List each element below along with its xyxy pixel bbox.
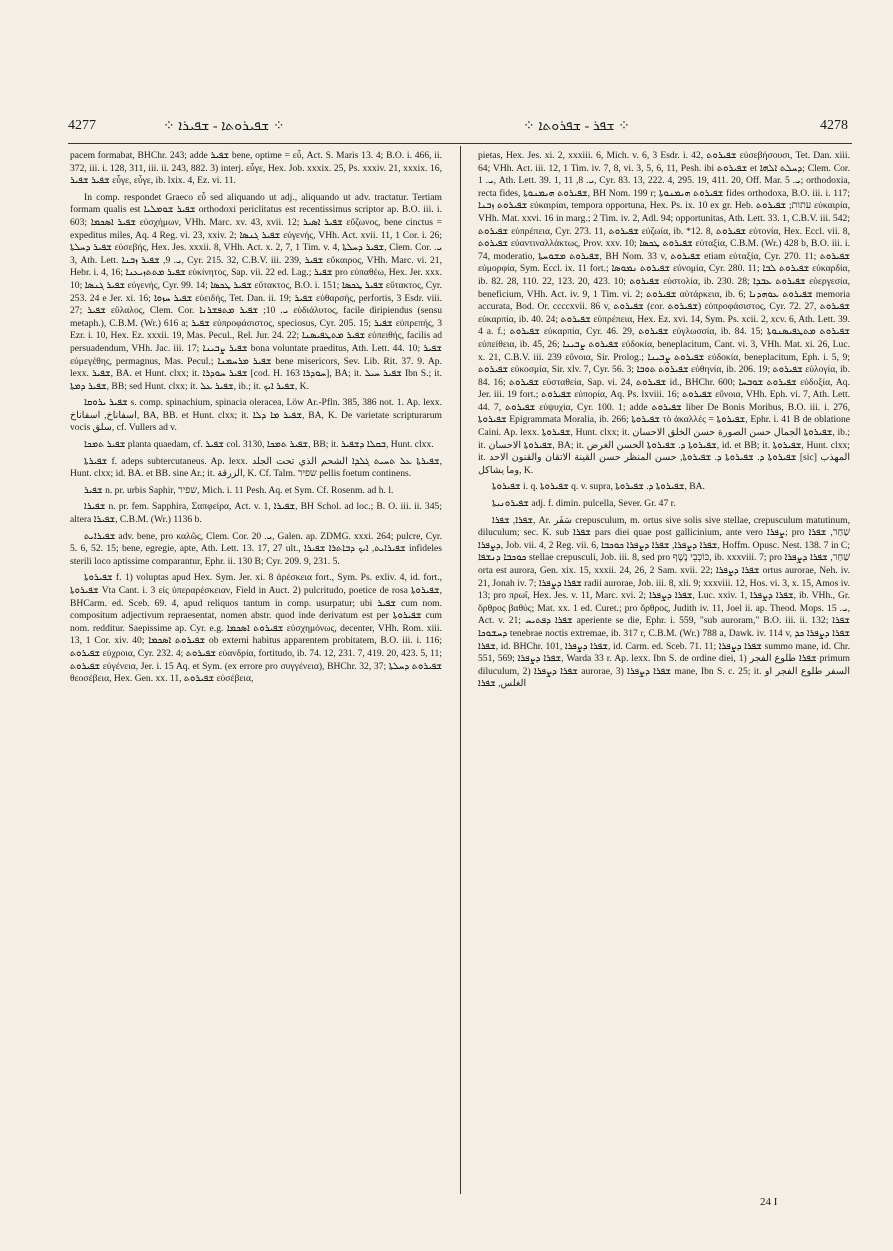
signature-mark: 24 I (760, 1196, 778, 1208)
running-head (68, 118, 848, 140)
dictionary-entry: pacem formabat, BHChr. 243; adde ܫܦܝܪ bene, optime = εὖ, Act. S. Maris 13. 4; B.O. i. 466, ii. 372, iii. i. 128, 311, iii. ii. 243, 882. 3) interj. εὖγε, Hex. Job. xxxix. 25, Ps. xxxiv. 21, xxxix. 16, ܫܦܝܪ ܫܦܝܪ εὖγε, εὖγε, ib. lxix. 4, Ez. vi. 11. (70, 150, 442, 187)
dictionary-entry: ܫܦܝܪ n. pr. urbis Saphir, שפיר, Mich. i. 11 Pesh. Aq. et Sym. Cf. Rosenm. ad h. l. (84, 484, 394, 496)
dictionary-entry: ܫܦܝܪܘܢܝܬܐ adj. f. dimin. pulcella, Sever. Gr. 47 r. (492, 498, 676, 510)
running-title-right: ⁘ ܫܦܪ - ܫܦܪܘܬܐ ⁘ (523, 119, 630, 134)
right-column (478, 150, 850, 1190)
header-rule (68, 143, 852, 144)
running-title-left: ⁘ ܫܦܝܪܘܬܐ - ܫܦܝܪܐ ⁘ (163, 119, 285, 134)
page-number-left: 4277 (68, 118, 96, 133)
dictionary-entry: ܫܦܝܪ ܝܪܘܩܐ s. comp. spinachium, spinacia oleracea, Löw Ar.-Pfln. 385, 386 not. 1. Ap. lexx. اسفاناخ, اسفاناخ, BA, BB. et Hunt. clxx; it. ܫܦܝܪ ܡܐ ܕܠܐ, BA, K. De varietate scripturarum vocis سلق, cf. Vullers ad v. (70, 397, 442, 434)
dictionary-entry: pietas, Hex. Jes. xi. 2, xxxiii. 6, Mich. v. 6, 3 Esdr. i. 42, ܫܦܝܪܘܬ εὐσεβήσουσι, Tet. Dan. xiii. 64; VHh. Act. iii. 12, 1 Tim. iv. 7, 8, vi. 3, 5, 6, 11, Pesh. ibi ܫܦܝܪܘܬ et ܕܚܠܬ ܐܠܗܐ; Clem. Cor. ܝ. 1, Ath. Lett. 39. 1, ܝ. 8, 11, Cyr. 83. 13, 222. 4, 295. 19, 411. 20, Off. Mar. ܝ. 5; orthodoxia, recta fides, ܫܦܝܪܘܬ ܗܝܡܢܘܬܐ, BH Nom. 199 r; ܫܦܝܪܘܬ ܗܝܡܢܘܬܐ fides orthodoxa, B.O. iii. i. 117; ܫܦܝܪܘܬ ܙܒܢܐ εὐκαιρίαι, tempora opportuna, Hex. Ps. ix. 10 ex gr. Heb. עתות; ܫܦܝܪܘܬ εὐκαιρία, VHh. Mat. xxvi. 16 in marg.; 2 Tim. iv. 2, Adl. 94; opportunitas, Ath. Lett. 33. 1, C.B.V. iii. 542; ܫܦܝܪܘܬ εὐπρέπεια, Cyr. 273. 11, ܫܦܝܪܘܬ εὐζωία, ib. *12. 8, ܫܦܝܪܘܬ εὐτονία, Hex. Eccl. vii. 8, ܫܦܝܪܘܬ εὐαντιναλλάκτως, Prov. xxv. 10; ܫܦܝܪܘܬ ܛܟܣܐ εὐταξία, C.B.M. (Wr.) 428 b, B.O. iii. i. 74, moderatio, ܫܦܝܪܘܬ ܡܫܘܚܬܐ, BH Nom. 33 v, ܫܦܝܪܘܬ etiam εὐταξία, Cyr. 270. 11; ܫܦܝܪܘܬ εὐμορφία, Sym. Eccl. ix. 11 fort.; ܫܦܝܪܘܬ ܢܡܘܣܐ εὐνομία, Cyr. 280. 11; ܫܦܝܪܘܬ ܠܒܐ εὐκαρδία, ib. 82. 28, 110. 22, 123. 20, 423. 10; ܫܦܝܪܘܬ εὐστολία, ib. 230. 28; ܫܦܝܪܘܬ ܥܒܕܐ εὐεργεσία, beneficium, VHh. Act. iv. 9, 1 Tim. vi. 2; ܫܦܝܪܘܬ αὐτάρκεια, ib. 6; ܫܦܝܪܘܬ ܥܘܗܕܢܐ memoria accurata, Bod. Or. ccccxvii. 86 v, ܫܦܝܪܘܬ (cor. ܫܦܝܪܘܬ) εὐπροφάσιστος, Cyr. 72. 27, ܫܦܝܪܘܬ εὐκαρπία, ib. 40. 24; ܫܦܝܪܘܬ εὐπρέπεια, Hex. Ez. xvi. 14, Sym. Ps. xcii. 2, xcv. 6, Ath. Lett. 39. 4 a. f.; ܫܦܝܪܘܬ εὐκαρπία, Cyr. 46. 29, ܫܦܝܪܘܬ εὐγλωσσία, ib. 84. 15; ܫܦܝܪܘܬ ܡܬܛܦܝܣܢܘܬܐ εὐπείθεια, ib. 45, 26; ܫܦܝܪܘܬ ܨܒܝܢܐ εὐδοκία, beneplacitum, Cant. vi. 3, VHh. Mat. xi. 26, Luc. x. 21, C.B.V. iii. 239 εὔνοια, Sir. Prolog.; ܫܦܝܪܘܬ ܨܒܝܢܐ εὐδοκία, beneplacitum, Eph. i. 5, 9; ܫܦܝܪܘܬ εὐκοσμία, Sir. xlv. 7, Cyr. 56. 3; ܫܦܝܪܘܬ ܬܘܒܐ εὐθηνία, ib. 206. 19; ܫܦܝܪܘܬ εὐλογία, ib. 84. 16; ܫܦܝܪܘܬ εὐσταθεία, Sap. vi. 24, ܫܦܝܪܘܬ id., BHChr. 600; ܫܦܝܪܘܬ ܫܘܒܚܐ εὐδοξία, Aq. Jer. iii. 19 fort.; ܫܦܝܪܘܬ εὐπορία, Aq. Ps. lxviii. 16; ܫܦܝܪܘܬ εὔνοια, VHh. Eph. vi. 7, Ath. Lett. 44. 7, ܫܦܝܪܘܬ εὐψυχία, Cyr. 100. 1; adde ܫܦܝܪܘܬ liber De Bonis Moribus, B.O. iii. i. 276, ܫܦܝܪܘܬܐ Epigrammata Moralia, ib. 266; ܫܦܝܪܘܬܐ τὸ ἀκαλλές = ܫܦܝܪܘܬܐ, Ephr. i. 41 B de oblatione Caini. Ap. lexx. ܫܦܝܪܘܬܐ, Hunt. clxx; it. ܫܦܝܪܘܬܐ الجمال حسن الصورة حسن الخلق الاحسان, ib.; it. ܫܦܝܪܘܬܐ الاحسان, BA; it. ܫܦܝܪܘܬܐ ܕ. ܫܦܝܪܘܬܐ الحسن الغرض, id. et BB; it. ܫܦܝܪܘܬܐ, Hunt. clxx; it. ܫܦܝܪܘܬܐ ܕ. ܫܦܝܪܘܬܐ ܕ. ܫܦܝܪܘܬܐ, حسن المنظر حسن القينة الاتقان والقنون الاحد [sic] المهذب وما يشاكل, K. (478, 150, 850, 476)
dictionary-entry: ܫܦܝܪܐ n. pr. fem. Sapphira, Σαπφείρα, Act. v. 1, ܫܦܝܪܐ, BH Schol. ad loc.; B. O. iii. ii. 345; altera ܫܦܝܪܐ, C.B.M. (Wr.) 1136 b. (70, 501, 442, 526)
left-column (70, 150, 442, 1190)
dictionary-entry: ܫܦܪܐ, ܫܦܪܐ, Ar. سَفَر crepusculum, m. ortus sive solis sive stellae, crepusculum matutinum, diluculum; sec. K. sub ܫܦܪܐ pars diei quae post gallicinium, ante vero ܨܦܪܐ; pro שַׁחַר, ܫܦܪܐ ܕܨܦܪܐ, Job. vii. 4, 2 Reg. vii. 6, ܫܦܪܐ ܕܨܦܪܐ, ܫܦܪܐ ܕܨܦܪܐ ܟܘܟܒܐ, Hoffm. Opusc. Nest. 138. 7 in C; ܟܘܟܒܐ ܕܢܫܦܐ stellae crepusculi, Job. iii. 8, sed pro כּוֹכְבֵי נֶשֶׁף, ib. xxxviii. 7; pro שַׁחַר, ܫܦܪܐ ܕܨܦܪܐ orta est aurora, Gen. xix. 15, xxxii. 24, 26, 2 Sam. xvii. 22; ܫܦܪܐ ܕܨܦܪܐ ortus aurorae, Neh. iv. 21, Jonah iv. 7; ܫܦܪܐ ܕܨܦܪܐ radii aurorae, Job. iii. 8, xli. 9; xxxviii. 12, Hos. vi. 3, x. 15, Amos iv. 13; pro πρωΐ, Hex. Jes. v. 11, Marc. xvi. 2; ܫܦܪܐ ܕܨܦܪܐ, Luc. xxiv. 1, ܫܦܪܐ ܕܨܦܪܐ, ib. VHh., Gr. ὄρθρος βαθύς; Mat. xx. 1 ed. Curet.; pro ὄρθρος, Judith iv. 11, Joel ii. ap. Theod. Mops. ܝ. 15, Act. v. 21; ܫܦܪܐ ܕܦܬܝܚ aperiente se die, Ephr. i. 559, "sub auroram," B.O. iii. ii. 132; ܫܦܪܐ ܕܚܫܘܟܐ tenebrae noctis extremae, ib. 317 r, C.B.M. (Wr.) 788 a, Dawk. iv. 114 v, ܫܦܪܐ ܕܨܦܪܐ ܟܕ ܫܦܪܐ, id. BHChr. 101, ܫܦܪܐ ܕܨܦܪܐ, id. Carm. ed. Sceb. 71. 11; ܫܦܪܐ ܕܨܦܪܐ summo mane, id. Chr. 551, 569; ܫܦܪܐ ܕܨܦܪܐ, Warda 33 r. Ap. lexx. Ibn S. de ordine diei, 1) ܫܦܪܐ طلوع الفجر primum diluculum, 2) ܫܦܪܐ ܕܨܦܪܐ aurorae, 3) ܫܦܪܐ ܕܨܦܪܐ mane, Ibn S. c. 25; it. السفر طلوع الفجر او الغلس, ܫܦܪܐ (478, 514, 850, 690)
column-divider (460, 146, 461, 1194)
dictionary-entry: ܫܦܝܪܐܝܬ adv. bene, pro καλῶς, Clem. Cor. ܝ. 20, Galen. ap. ZDMG. xxxi. 264; pulcre, Cyr. 5. 6, 52. 15; bene, egregie, apte, Ath. Lett. 13. 17, 27 ult., ܫܦܝܪܐܝܬ, ܐܝܟ ܕܒܐܬܪܐ ܫܦܝܪܐ infideles sterili loco aptissime comparantur, Ephr. ii. 130 B; Cyr. 209. 9, 231. 5. (70, 530, 442, 567)
dictionary-entry: ܫܦܝܪ ܬܡܟܐ planta quaedam, cf. ܫܦܝܪ col. 3130, ܫܦܝܪ ܬܡܟܐ, BB; it. ܒܩܠܐ ܕܫܦܝܪ, Hunt. clxx. (84, 439, 434, 451)
dictionary-entry: ܫܦܝܪܘܬܐ i. q. ܫܦܝܪܘܬܐ q. v. supra, ܫܦܝܪܘܬܐ ܕ. ܫܦܝܪܘܬܐ, BA. (492, 481, 705, 493)
dictionary-entry: In comp. respondet Graeco εὖ sed aliquando ut adj., aliquando ut adv. tractatur. Tertiam formam qualis est ܫܦܝܪ ܫܘܡܠܝܐ orthodoxi periclitatus est recentissimus scriptor ap. B.O. iii. i. 603; ܫܦܝܪ ܐܣܟܡܐ εὐσχήμων, VHh. Marc. xv. 43, xvii. 12; ܫܦܝܪ ܐܣܝܪ εὔζωνος, bene cinctus = expeditus miles, Aq. 4 Reg. vi. 23, xxiv. 2; ܫܦܝܪ ܓܢܣܐ εὐγενής, VHh. Act. xvii. 11, 1 Cor. i. 26; ܫܦܝܪ ܕܚܠܬܐ εὐσεβής, Hex. Jes. xxxii. 8, VHh. Act. x. 2, 7, 1 Tim. v. 4, ܫܦܝܪ ܕܚܠܬܐ, Clem. Cor. ܝ. 3, Ath. Lett. ܝ. 9, ܫܦܝܪ ܙܒܢܐ, Cyr. 215. 32, C.B.V. iii. 239, ܫܦܝܪ εὔκαιρος, VHh. Marc. vi. 21, Hebr. i. 4, 16; ܫܦܝܪ ܡܬܬܙܝܥܢܐ εὐκίνητος, Sap. vii. 22 ed. Lag.; ܫܦܝܪ pro εὐπαθέω, Hex. Jer. xxx. 10; ܫܦܝܪ ܓܢܣܐ εὐγενής, Cyr. 99. 14; ܫܦܝܪ ܛܟܣܐ εὔτακτος, B.O. i. 151; ܫܦܝܪ ܛܟܣܐ εὔτακτος, Cyr. 253. 24 e Jer. xi. 16; ܫܦܝܪ ܚܙܘܐ εὐειδής, Tet. Dan. ii. 19; ܫܦܝܪ εὐθαρσής, perfortis, 3 Esdr. viii. 27; ܫܦܝܪ εὔλαλος, Clem. Cor. ܝ. 10; ܫܦܝܪ ܡܬܦܫܪܢܐ εὐδιάλυτος, facile diripiendus (sensu metaph.), C.B.M. (Wr.) 616 a; ܫܦܝܪ εὐπροφάσιστος, speciosus, Cyr. 205. 15; ܫܦܝܪ εὐπρεπής, 3 Ezr. i. 10, Hex. Ez. xxxii. 19, Mas. Pecul., Rel. Jur. 24. 22; ܫܦܝܪ ܡܬܛܦܝܣܢܐ εὐπειθής, facilis ad persuadendum, VHh. Jac. iii. 17; ܫܦܝܪ ܨܒܝܢܐ bona voluntate praeditus, Ath. Lett. 44. 10; ܫܦܝܪ εὐμεγέθης, permagnus, Mas. Pecul.; ܫܦܝܪ ܡܪܚܡܢܐ bene misericors, Sev. Lib. Rit. 37. 9. Ap. lexx. ܫܦܝܪ, BA. et Hunt. clxx; it. ܫܦܝܪ ܚܘܕܪܐ [cod. H. 163 ܚܘܕܪܐ], BA; it. ܫܦܝܪ ܚܝܠ Ibn S.; it. ܫܦܝܪ ܕܡܬܐ, BB; sed Hunt. clxx; it. ܫܦܝܪ ܥܠ, ib.; it. ܫܦܝܪ ܐܝܟ, K. (70, 191, 442, 392)
page-number-right: 4278 (820, 118, 848, 133)
dictionary-entry: ܫܦܝܪܘܬܐ f. 1) voluptas apud Hex. Sym. Jer. xi. 8 ἀρέσκεια fort., Sym. Ps. exliv. 4, id. fort., ܫܦܝܪܘܬܐ Vta Cant. i. 3 εἰς ὑπεραρέσκειαν, Field in Auct. 2) pulcritudo, poetice de rosa ܫܦܝܪܘܬܐ, BHCarm. ed. Sceb. 69. 4, apud reliquos tantum in comp. usurpatur; ubi ܫܦܝܪ cum nom. compositum adjectivum repraesentat, nomen abstr. quod inde derivatum est per ܫܦܝܪܘܬܐ cum nom. redditur. Saepissime ap. Cyr. e.g. ܫܦܝܪܘܬ ܐܣܟܡܐ εὐσχημόνως, decenter, VHh. Rom. xiii. 13, 1 Cor. xiv. 40; ܫܦܝܪܘܬ ܐܣܟܡܐ ob externi habitus apparentem probitatem, B.O. iii. i. 116; ܫܦܝܪܘܬ εὐχροια, Cyr. 232. 4; ܫܦܝܪܘܬ εὐανδρία, fortitudo, ib. 74. 12, 231. 7, 419. 20, 423. 5, 11; ܫܦܝܪܘܬ εὐγένεια, Jer. i. 15 Aq. et Sym. (ex errore pro συγγένεια), BHChr. 32, 37; ܫܦܝܪܘܬ ܕܚܠܬܐ θεοσέβεια, Hex. Gen. xx. 11, ܫܦܝܪܘܬ εὐσέβεια, (70, 572, 442, 685)
dictionary-entry: ܫܦܝܪܬܐ f. adeps subtercutaneus. Ap. lexx. ܫܦܝܪܬܐ ܥܠ ܬܚܝܬ ܓܠܕܐ الشحم الذي تحت الجلد, Hunt. clxx; id. BA. et BB. sine Ar.; it. الزرقة, K. Cf. Talm. שפיר pellis foetum continens. (70, 455, 442, 480)
